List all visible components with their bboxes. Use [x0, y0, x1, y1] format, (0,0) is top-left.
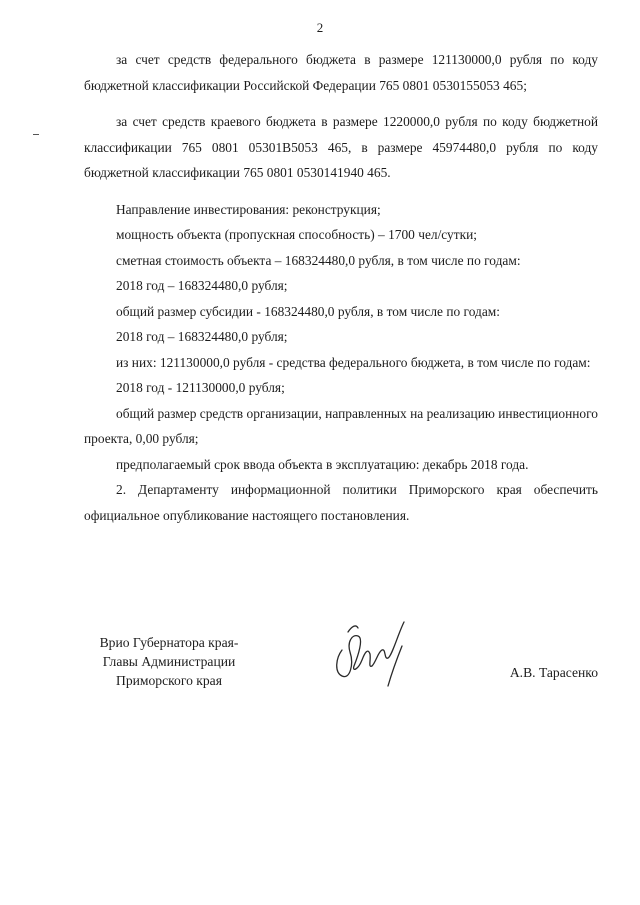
paragraph-cost-2018: 2018 год – 168324480,0 рубля;	[116, 278, 288, 293]
paragraph-publication-order: 2. Департаменту информационной политики Приморского края обеспечить официальное опубликование настоящего постановления.	[84, 482, 598, 523]
paragraph-regional-budget: за счет средств краевого бюджета в размере 1220000,0 рубля по коду бюджетной классификации 765 0801 05301В5053 465, в размере 45974480,0 рубля по коду бюджетной классификации 765 0801 0530141940 465.	[84, 114, 598, 180]
paragraph-organization-funds: общий размер средств организации, направленных на реализацию инвестиционного проекта, 0,00 рубля;	[84, 405, 598, 446]
paragraph-subsidy-total: общий размер субсидии - 168324480,0 рубля, в том числе по годам:	[116, 303, 500, 319]
signatory-line-1: Врио Губернатора края-	[99, 635, 239, 650]
signer-name: А.В. Тарасенко	[509, 665, 598, 680]
paragraph-estimated-cost: сметная стоимость объекта – 168324480,0 рубля, в том числе по годам:	[116, 252, 521, 268]
paragraph-federal-2018: 2018 год - 121130000,0 рубля;	[116, 380, 285, 395]
signatory-title	[74, 633, 264, 690]
handwritten-signature	[328, 612, 418, 687]
paragraph-federal-budget: за счет средств федерального бюджета в размере 121130000,0 рубля по коду бюджетной классификации Российской Федерации 765 0801 0530155053 465;	[84, 52, 598, 93]
page-number: 2	[316, 20, 324, 35]
paragraph-subsidy-2018: 2018 год – 168324480,0 рубля;	[116, 329, 288, 344]
document-body	[84, 47, 598, 528]
signatory-line-3: Приморского края	[116, 673, 222, 688]
margin-mark	[33, 134, 39, 135]
paragraph-investment-direction: Направление инвестирования: реконструкция;	[116, 201, 381, 217]
signatory-line-2: Главы Администрации	[102, 654, 236, 669]
paragraph-commissioning-date: предполагаемый срок ввода объекта в эксплуатацию: декабрь 2018 года.	[116, 456, 529, 472]
paragraph-capacity: мощность объекта (пропускная способность) – 1700 чел/сутки;	[116, 227, 477, 242]
paragraph-federal-share: из них: 121130000,0 рубля - средства федерального бюджета, в том числе по годам:	[116, 354, 591, 370]
